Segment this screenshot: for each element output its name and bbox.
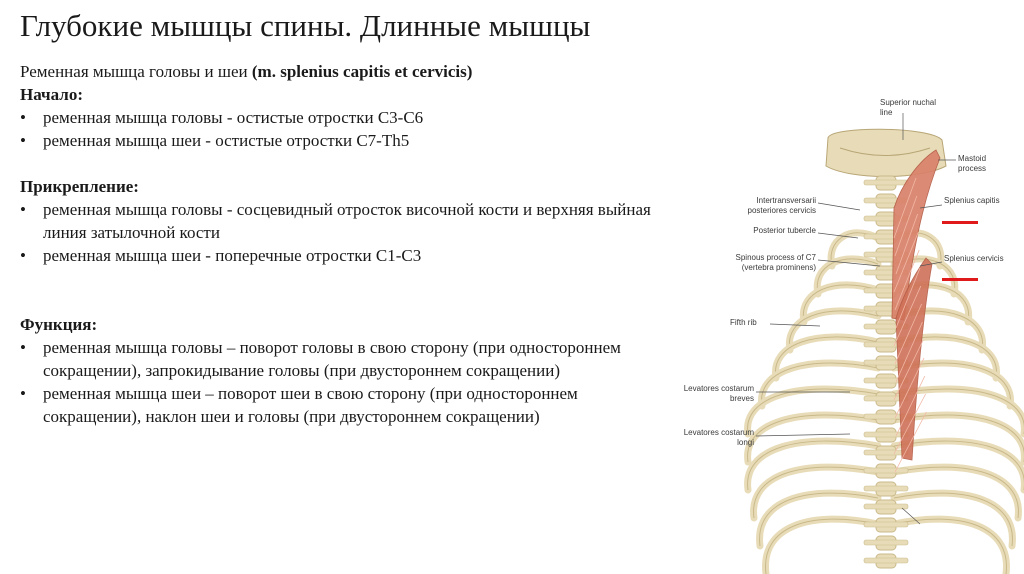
transverse-process (864, 540, 908, 545)
label-splenius-capitis: Splenius capitis (944, 196, 1000, 205)
label-spinous-c7: Spinous process of C7 (vertebra prominens) (735, 253, 816, 272)
label-splenius-cervicis: Splenius cervicis (944, 254, 1004, 263)
splenius-capitis-underline (942, 221, 978, 224)
slide-body (20, 60, 680, 428)
function-item: • ременная мышца головы – поворот головы в свою сторону (при одностороннем сокращении), запрокидывание головы (при двустороннем сокращении) (20, 336, 680, 382)
anatomy-illustration (680, 88, 1024, 574)
transverse-process (864, 558, 908, 563)
transverse-process (864, 522, 908, 527)
insertion-heading: Прикрепление: (20, 177, 139, 196)
rib-outline (894, 519, 1006, 574)
intro-line (20, 60, 680, 83)
origin-item: • ременная мышца шеи - остистые отростки С7-Th5 (20, 129, 680, 152)
transverse-process (864, 180, 908, 185)
origin-heading: Начало: (20, 85, 83, 104)
rib (894, 519, 1006, 574)
origin-list (20, 106, 680, 152)
function-item: • ременная мышца шеи – поворот шеи в свою сторону (при одностороннем сокращении), наклон шеи и головы (при двустороннем сокращении) (20, 382, 680, 428)
label-posterior-tubercle: Posterior tubercle (753, 226, 816, 235)
label-fifth-rib: Fifth rib (730, 318, 757, 327)
insertion-item: • ременная мышца головы - сосцевидный отросток височной кости и верхняя выйная линия затылочной кости (20, 198, 680, 244)
function-list (20, 336, 680, 428)
function-heading: Функция: (20, 315, 98, 334)
label-superior-nuchal-line: Superior nuchal line (880, 98, 937, 117)
label-mastoid-process: Mastoid process (958, 154, 987, 173)
rib (766, 519, 878, 574)
intro-text: Ременная мышца головы и шеи (20, 62, 252, 81)
rib-outline (766, 519, 878, 574)
label-intertransversarii: Intertransversarii posteriores cervicis (747, 196, 816, 215)
insertion-list (20, 198, 680, 267)
intro-latin: (m. splenius capitis et cervicis) (251, 62, 473, 81)
label-levatores-longi: Levatores costarum longi (683, 428, 754, 447)
splenius-cervicis-underline (942, 278, 978, 281)
slide-title: Глубокие мышцы спины. Длинные мышцы (20, 8, 591, 43)
origin-item: • ременная мышца головы - остистые отростки С3-С6 (20, 106, 680, 129)
transverse-process (864, 504, 908, 509)
transverse-process (864, 468, 908, 473)
transverse-process (864, 486, 908, 491)
insertion-item: • ременная мышца шеи - поперечные отростки С1-С3 (20, 244, 680, 267)
label-levatores-breves: Levatores costarum breves (683, 384, 754, 403)
